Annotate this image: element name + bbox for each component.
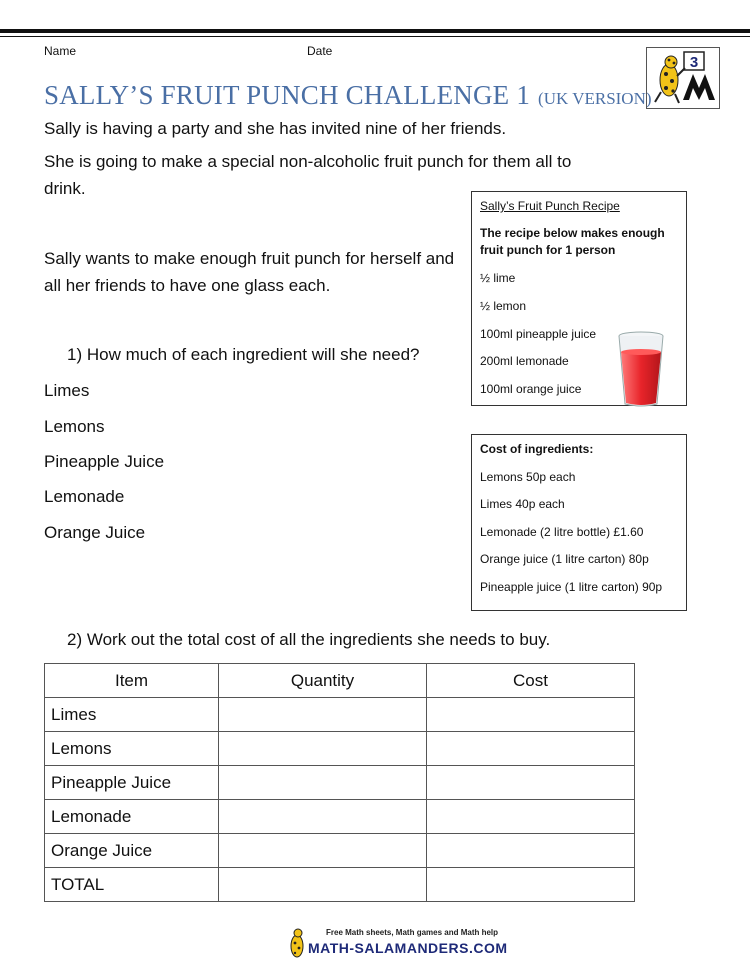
top-rule-thick	[0, 29, 750, 33]
row-item: Pineapple Juice	[45, 766, 219, 800]
cost-cell[interactable]	[427, 698, 635, 732]
question-1: 1) How much of each ingredient will she need?	[67, 345, 420, 364]
ingredient-line: Limes	[44, 381, 90, 400]
header-item: Item	[45, 664, 219, 698]
table-row	[45, 834, 635, 868]
cost-cell[interactable]	[427, 766, 635, 800]
ingredient-line: Orange Juice	[44, 523, 146, 542]
salamander-icon	[647, 48, 719, 108]
grade-number: 3	[689, 54, 699, 71]
intro-glass: Sally wants to make enough fruit punch for herself and all her friends to have one glass each.	[44, 249, 455, 295]
cost-cell[interactable]	[427, 868, 635, 902]
page-title	[44, 80, 652, 111]
table-header-row	[45, 664, 635, 698]
recipe-item: 100ml orange juice	[480, 382, 582, 396]
row-item: Lemonade	[45, 800, 219, 834]
quantity-cell[interactable]	[219, 698, 427, 732]
footer-site[interactable]: MATH-SALAMANDERS.COM	[308, 940, 508, 956]
recipe-note: The recipe below makes enough fruit punch for 1 person	[480, 226, 665, 257]
recipe-item: 200ml lemonade	[480, 354, 569, 368]
question-2: 2) Work out the total cost of all the ingredients she needs to buy.	[67, 630, 551, 649]
date-label: Date	[307, 44, 333, 58]
cost-box	[471, 434, 687, 611]
title-sub: (UK VERSION)	[538, 89, 652, 108]
header-quantity: Quantity	[219, 664, 427, 698]
table-row-total	[45, 868, 635, 902]
ingredient-line: Pineapple Juice	[44, 452, 165, 471]
cost-cell[interactable]	[427, 834, 635, 868]
header-cost: Cost	[427, 664, 635, 698]
row-item: Lemons	[45, 732, 219, 766]
juice-glass-icon	[616, 330, 666, 408]
ingredient-line: Lemons	[44, 417, 105, 436]
quantity-cell[interactable]	[219, 800, 427, 834]
recipe-item: 100ml pineapple juice	[480, 327, 597, 341]
quantity-cell[interactable]	[219, 766, 427, 800]
cost-item: Pineapple juice (1 litre carton) 90p	[480, 580, 663, 594]
intro-party: Sally is having a party and she has invited nine of her friends.	[44, 119, 507, 138]
ingredient-line: Lemonade	[44, 487, 125, 506]
title-main: SALLY’S FRUIT PUNCH CHALLENGE 1	[44, 80, 531, 110]
cost-item: Orange juice (1 litre carton) 80p	[480, 552, 649, 566]
recipe-title: Sally’s Fruit Punch Recipe	[480, 199, 620, 213]
cost-cell[interactable]	[427, 732, 635, 766]
quantity-cell[interactable]	[219, 834, 427, 868]
row-item: Limes	[45, 698, 219, 732]
table-row	[45, 800, 635, 834]
table-row	[45, 766, 635, 800]
cost-item: Lemons 50p each	[480, 470, 576, 484]
salamander-footer-icon	[286, 926, 308, 960]
quantity-cell[interactable]	[219, 868, 427, 902]
recipe-item: ½ lemon	[480, 299, 527, 313]
top-rule-thin	[0, 36, 750, 37]
quantity-cell[interactable]	[219, 732, 427, 766]
recipe-item: ½ lime	[480, 271, 516, 285]
cost-cell[interactable]	[427, 800, 635, 834]
cost-item: Lemonade (2 litre bottle) £1.60	[480, 525, 644, 539]
cost-table	[44, 663, 635, 902]
intro-punch: She is going to make a special non-alcoholic fruit punch for them all to drink.	[44, 152, 572, 198]
footer-tagline: Free Math sheets, Math games and Math help	[326, 928, 499, 937]
cost-title: Cost of ingredients:	[480, 442, 594, 456]
cost-item: Limes 40p each	[480, 497, 565, 511]
salamander-logo	[646, 47, 720, 109]
row-item: TOTAL	[45, 868, 219, 902]
table-row	[45, 732, 635, 766]
name-label: Name	[44, 44, 77, 58]
row-item: Orange Juice	[45, 834, 219, 868]
table-row	[45, 698, 635, 732]
